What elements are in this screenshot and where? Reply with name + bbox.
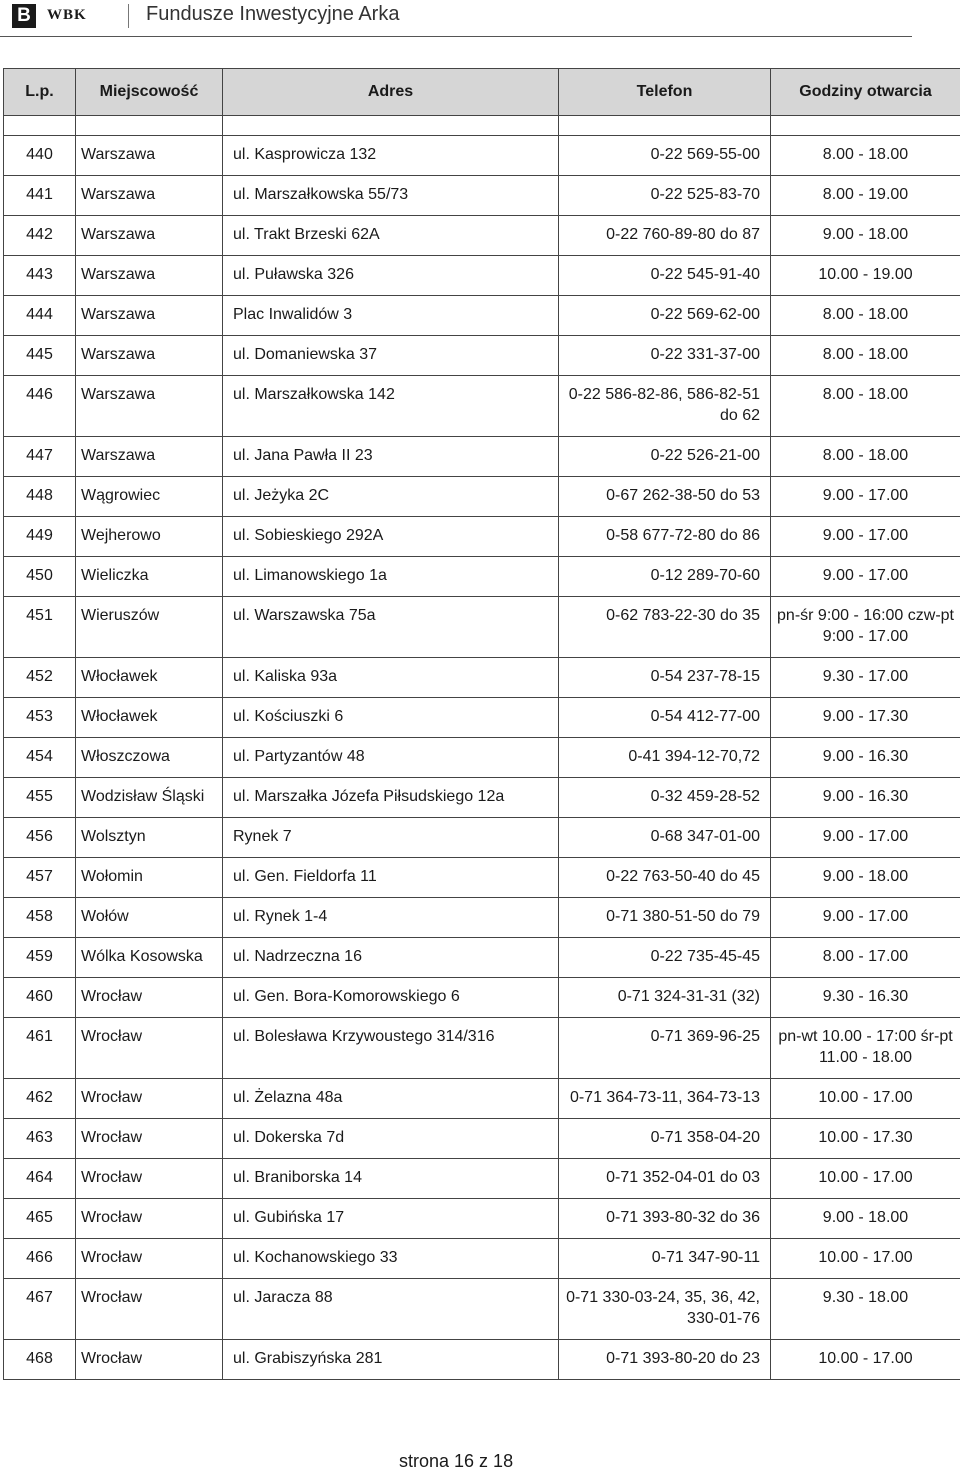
city-cell: Warszawa: [76, 437, 223, 477]
row-number: 455: [4, 778, 76, 818]
address-cell: ul. Kościuszki 6: [223, 698, 559, 738]
address-cell: ul. Kaliska 93a: [223, 658, 559, 698]
city-cell: Wrocław: [76, 978, 223, 1018]
address-cell: ul. Bolesława Krzywoustego 314/316: [223, 1018, 559, 1079]
bank-logo-wordmark: WBK: [47, 7, 87, 24]
table-row: [4, 437, 960, 477]
phone-cell: 0-22 331-37-00: [559, 336, 771, 376]
row-number: 447: [4, 437, 76, 477]
table-row: [4, 1340, 960, 1380]
hours-cell: 9.00 - 17.00: [771, 818, 960, 858]
phone-cell: 0-71 358-04-20: [559, 1119, 771, 1159]
hours-cell: 10.00 - 19.00: [771, 256, 960, 296]
table-row: [4, 557, 960, 597]
phone-cell: 0-71 324-31-31 (32): [559, 978, 771, 1018]
phone-cell: 0-22 569-55-00: [559, 136, 771, 176]
hours-cell: 9.00 - 17.00: [771, 557, 960, 597]
address-cell: ul. Marszałkowska 55/73: [223, 176, 559, 216]
table-row: [4, 778, 960, 818]
address-cell: ul. Kasprowicza 132: [223, 136, 559, 176]
address-cell: ul. Sobieskiego 292A: [223, 517, 559, 557]
city-cell: Włocławek: [76, 658, 223, 698]
city-cell: Włocławek: [76, 698, 223, 738]
phone-cell: 0-22 763-50-40 do 45: [559, 858, 771, 898]
hours-cell: 8.00 - 18.00: [771, 136, 960, 176]
city-cell: Warszawa: [76, 176, 223, 216]
table-row: [4, 477, 960, 517]
row-number: 467: [4, 1279, 76, 1340]
address-cell: ul. Limanowskiego 1a: [223, 557, 559, 597]
phone-cell: 0-71 393-80-20 do 23: [559, 1340, 771, 1380]
address-cell: ul. Jeżyka 2C: [223, 477, 559, 517]
hours-cell: 8.00 - 18.00: [771, 336, 960, 376]
address-cell: ul. Grabiszyńska 281: [223, 1340, 559, 1380]
phone-cell: 0-22 586-82-86, 586-82-51 do 62: [559, 376, 771, 437]
row-number: 449: [4, 517, 76, 557]
page-number: strona 16 z 18: [399, 1451, 513, 1472]
row-number: 441: [4, 176, 76, 216]
city-cell: Wrocław: [76, 1119, 223, 1159]
row-number: 462: [4, 1079, 76, 1119]
city-cell: Wołów: [76, 898, 223, 938]
phone-cell: 0-62 783-22-30 do 35: [559, 597, 771, 658]
table-header-row: [4, 69, 960, 116]
address-cell: ul. Gen. Fieldorfa 11: [223, 858, 559, 898]
hours-cell: 10.00 - 17.00: [771, 1159, 960, 1199]
header-spacer-row: [4, 116, 960, 136]
city-cell: Wągrowiec: [76, 477, 223, 517]
table-row: [4, 1119, 960, 1159]
hours-cell: 9.00 - 17.00: [771, 517, 960, 557]
phone-cell: 0-22 525-83-70: [559, 176, 771, 216]
table-row: [4, 938, 960, 978]
row-number: 451: [4, 597, 76, 658]
table-row: [4, 738, 960, 778]
row-number: 442: [4, 216, 76, 256]
address-cell: Plac Inwalidów 3: [223, 296, 559, 336]
table-row: [4, 858, 960, 898]
address-cell: ul. Gubińska 17: [223, 1199, 559, 1239]
address-cell: ul. Nadrzeczna 16: [223, 938, 559, 978]
address-cell: ul. Żelazna 48a: [223, 1079, 559, 1119]
row-number: 450: [4, 557, 76, 597]
document-title: Fundusze Inwestycyjne Arka: [146, 3, 399, 26]
hours-cell: 8.00 - 18.00: [771, 296, 960, 336]
table-row: [4, 898, 960, 938]
hours-cell: 9.30 - 18.00: [771, 1279, 960, 1340]
table-row: [4, 1018, 960, 1079]
phone-cell: 0-71 393-80-32 do 36: [559, 1199, 771, 1239]
address-cell: ul. Kochanowskiego 33: [223, 1239, 559, 1279]
city-cell: Wołomin: [76, 858, 223, 898]
hours-cell: 10.00 - 17.00: [771, 1239, 960, 1279]
header-divider: [128, 4, 129, 28]
column-header-lp: L.p.: [4, 69, 76, 116]
table-row: [4, 978, 960, 1018]
hours-cell: 9.00 - 18.00: [771, 1199, 960, 1239]
row-number: 456: [4, 818, 76, 858]
address-cell: ul. Partyzantów 48: [223, 738, 559, 778]
row-number: 460: [4, 978, 76, 1018]
city-cell: Włoszczowa: [76, 738, 223, 778]
phone-cell: 0-32 459-28-52: [559, 778, 771, 818]
city-cell: Warszawa: [76, 336, 223, 376]
city-cell: Wrocław: [76, 1239, 223, 1279]
hours-cell: 9.00 - 18.00: [771, 858, 960, 898]
city-cell: Wolsztyn: [76, 818, 223, 858]
row-number: 468: [4, 1340, 76, 1380]
phone-cell: 0-22 526-21-00: [559, 437, 771, 477]
hours-cell: 9.30 - 17.00: [771, 658, 960, 698]
phone-cell: 0-71 369-96-25: [559, 1018, 771, 1079]
address-cell: ul. Jaracza 88: [223, 1279, 559, 1340]
row-number: 461: [4, 1018, 76, 1079]
city-cell: Warszawa: [76, 256, 223, 296]
address-cell: ul. Marszałkowska 142: [223, 376, 559, 437]
address-cell: ul. Marszałka Józefa Piłsudskiego 12a: [223, 778, 559, 818]
city-cell: Warszawa: [76, 136, 223, 176]
table-row: [4, 176, 960, 216]
hours-cell: 9.00 - 17.00: [771, 477, 960, 517]
hours-cell: 8.00 - 18.00: [771, 437, 960, 477]
phone-cell: 0-71 330-03-24, 35, 36, 42, 330-01-76: [559, 1279, 771, 1340]
address-cell: Rynek 7: [223, 818, 559, 858]
row-number: 457: [4, 858, 76, 898]
address-cell: ul. Puławska 326: [223, 256, 559, 296]
address-cell: ul. Gen. Bora-Komorowskiego 6: [223, 978, 559, 1018]
phone-cell: 0-22 569-62-00: [559, 296, 771, 336]
branch-table: [3, 68, 960, 1380]
phone-cell: 0-12 289-70-60: [559, 557, 771, 597]
row-number: 465: [4, 1199, 76, 1239]
city-cell: Warszawa: [76, 376, 223, 437]
address-cell: ul. Dokerska 7d: [223, 1119, 559, 1159]
table-row: [4, 1279, 960, 1340]
phone-cell: 0-22 545-91-40: [559, 256, 771, 296]
page-header: [0, 0, 912, 37]
row-number: 463: [4, 1119, 76, 1159]
row-number: 458: [4, 898, 76, 938]
row-number: 440: [4, 136, 76, 176]
address-cell: ul. Rynek 1-4: [223, 898, 559, 938]
table-row: [4, 1079, 960, 1119]
city-cell: Wieliczka: [76, 557, 223, 597]
row-number: 444: [4, 296, 76, 336]
phone-cell: 0-67 262-38-50 do 53: [559, 477, 771, 517]
table-row: [4, 336, 960, 376]
address-cell: ul. Braniborska 14: [223, 1159, 559, 1199]
table-row: [4, 136, 960, 176]
phone-cell: 0-71 380-51-50 do 79: [559, 898, 771, 938]
hours-cell: pn-wt 10.00 - 17:00 śr-pt 11.00 - 18.00: [771, 1018, 960, 1079]
column-header-city: Miejscowość: [76, 69, 223, 116]
phone-cell: 0-68 347-01-00: [559, 818, 771, 858]
table-row: [4, 216, 960, 256]
city-cell: Wodzisław Śląski: [76, 778, 223, 818]
table-row: [4, 1239, 960, 1279]
hours-cell: 10.00 - 17.00: [771, 1079, 960, 1119]
row-number: 453: [4, 698, 76, 738]
phone-cell: 0-71 352-04-01 do 03: [559, 1159, 771, 1199]
hours-cell: 10.00 - 17.00: [771, 1340, 960, 1380]
address-cell: ul. Domaniewska 37: [223, 336, 559, 376]
address-cell: ul. Trakt Brzeski 62A: [223, 216, 559, 256]
city-cell: Warszawa: [76, 296, 223, 336]
phone-cell: 0-41 394-12-70,72: [559, 738, 771, 778]
row-number: 459: [4, 938, 76, 978]
city-cell: Wrocław: [76, 1018, 223, 1079]
table-row: [4, 376, 960, 437]
phone-cell: 0-71 364-73-11, 364-73-13: [559, 1079, 771, 1119]
table-row: [4, 256, 960, 296]
city-cell: Wrocław: [76, 1340, 223, 1380]
city-cell: Wrocław: [76, 1279, 223, 1340]
city-cell: Wieruszów: [76, 597, 223, 658]
bank-logo-mark: B: [12, 4, 36, 28]
table-row: [4, 517, 960, 557]
city-cell: Wejherowo: [76, 517, 223, 557]
column-header-address: Adres: [223, 69, 559, 116]
hours-cell: 10.00 - 17.30: [771, 1119, 960, 1159]
table-row: [4, 658, 960, 698]
phone-cell: 0-22 735-45-45: [559, 938, 771, 978]
city-cell: Wrocław: [76, 1159, 223, 1199]
row-number: 454: [4, 738, 76, 778]
hours-cell: 8.00 - 19.00: [771, 176, 960, 216]
city-cell: Wólka Kosowska: [76, 938, 223, 978]
row-number: 452: [4, 658, 76, 698]
hours-cell: 8.00 - 17.00: [771, 938, 960, 978]
hours-cell: 9.00 - 17.00: [771, 898, 960, 938]
table-row: [4, 698, 960, 738]
table-row: [4, 597, 960, 658]
phone-cell: 0-54 412-77-00: [559, 698, 771, 738]
row-number: 445: [4, 336, 76, 376]
row-number: 446: [4, 376, 76, 437]
city-cell: Wrocław: [76, 1079, 223, 1119]
hours-cell: 9.30 - 16.30: [771, 978, 960, 1018]
phone-cell: 0-58 677-72-80 do 86: [559, 517, 771, 557]
table-row: [4, 1159, 960, 1199]
row-number: 466: [4, 1239, 76, 1279]
table-row: [4, 818, 960, 858]
hours-cell: 9.00 - 18.00: [771, 216, 960, 256]
column-header-phone: Telefon: [559, 69, 771, 116]
row-number: 464: [4, 1159, 76, 1199]
city-cell: Warszawa: [76, 216, 223, 256]
address-cell: ul. Warszawska 75a: [223, 597, 559, 658]
table-row: [4, 1199, 960, 1239]
hours-cell: pn-śr 9:00 - 16:00 czw-pt 9:00 - 17.00: [771, 597, 960, 658]
hours-cell: 9.00 - 16.30: [771, 778, 960, 818]
column-header-hours: Godziny otwarcia: [771, 69, 960, 116]
phone-cell: 0-22 760-89-80 do 87: [559, 216, 771, 256]
phone-cell: 0-54 237-78-15: [559, 658, 771, 698]
hours-cell: 8.00 - 18.00: [771, 376, 960, 437]
city-cell: Wrocław: [76, 1199, 223, 1239]
row-number: 448: [4, 477, 76, 517]
hours-cell: 9.00 - 17.30: [771, 698, 960, 738]
hours-cell: 9.00 - 16.30: [771, 738, 960, 778]
row-number: 443: [4, 256, 76, 296]
address-cell: ul. Jana Pawła II 23: [223, 437, 559, 477]
table-row: [4, 296, 960, 336]
phone-cell: 0-71 347-90-11: [559, 1239, 771, 1279]
